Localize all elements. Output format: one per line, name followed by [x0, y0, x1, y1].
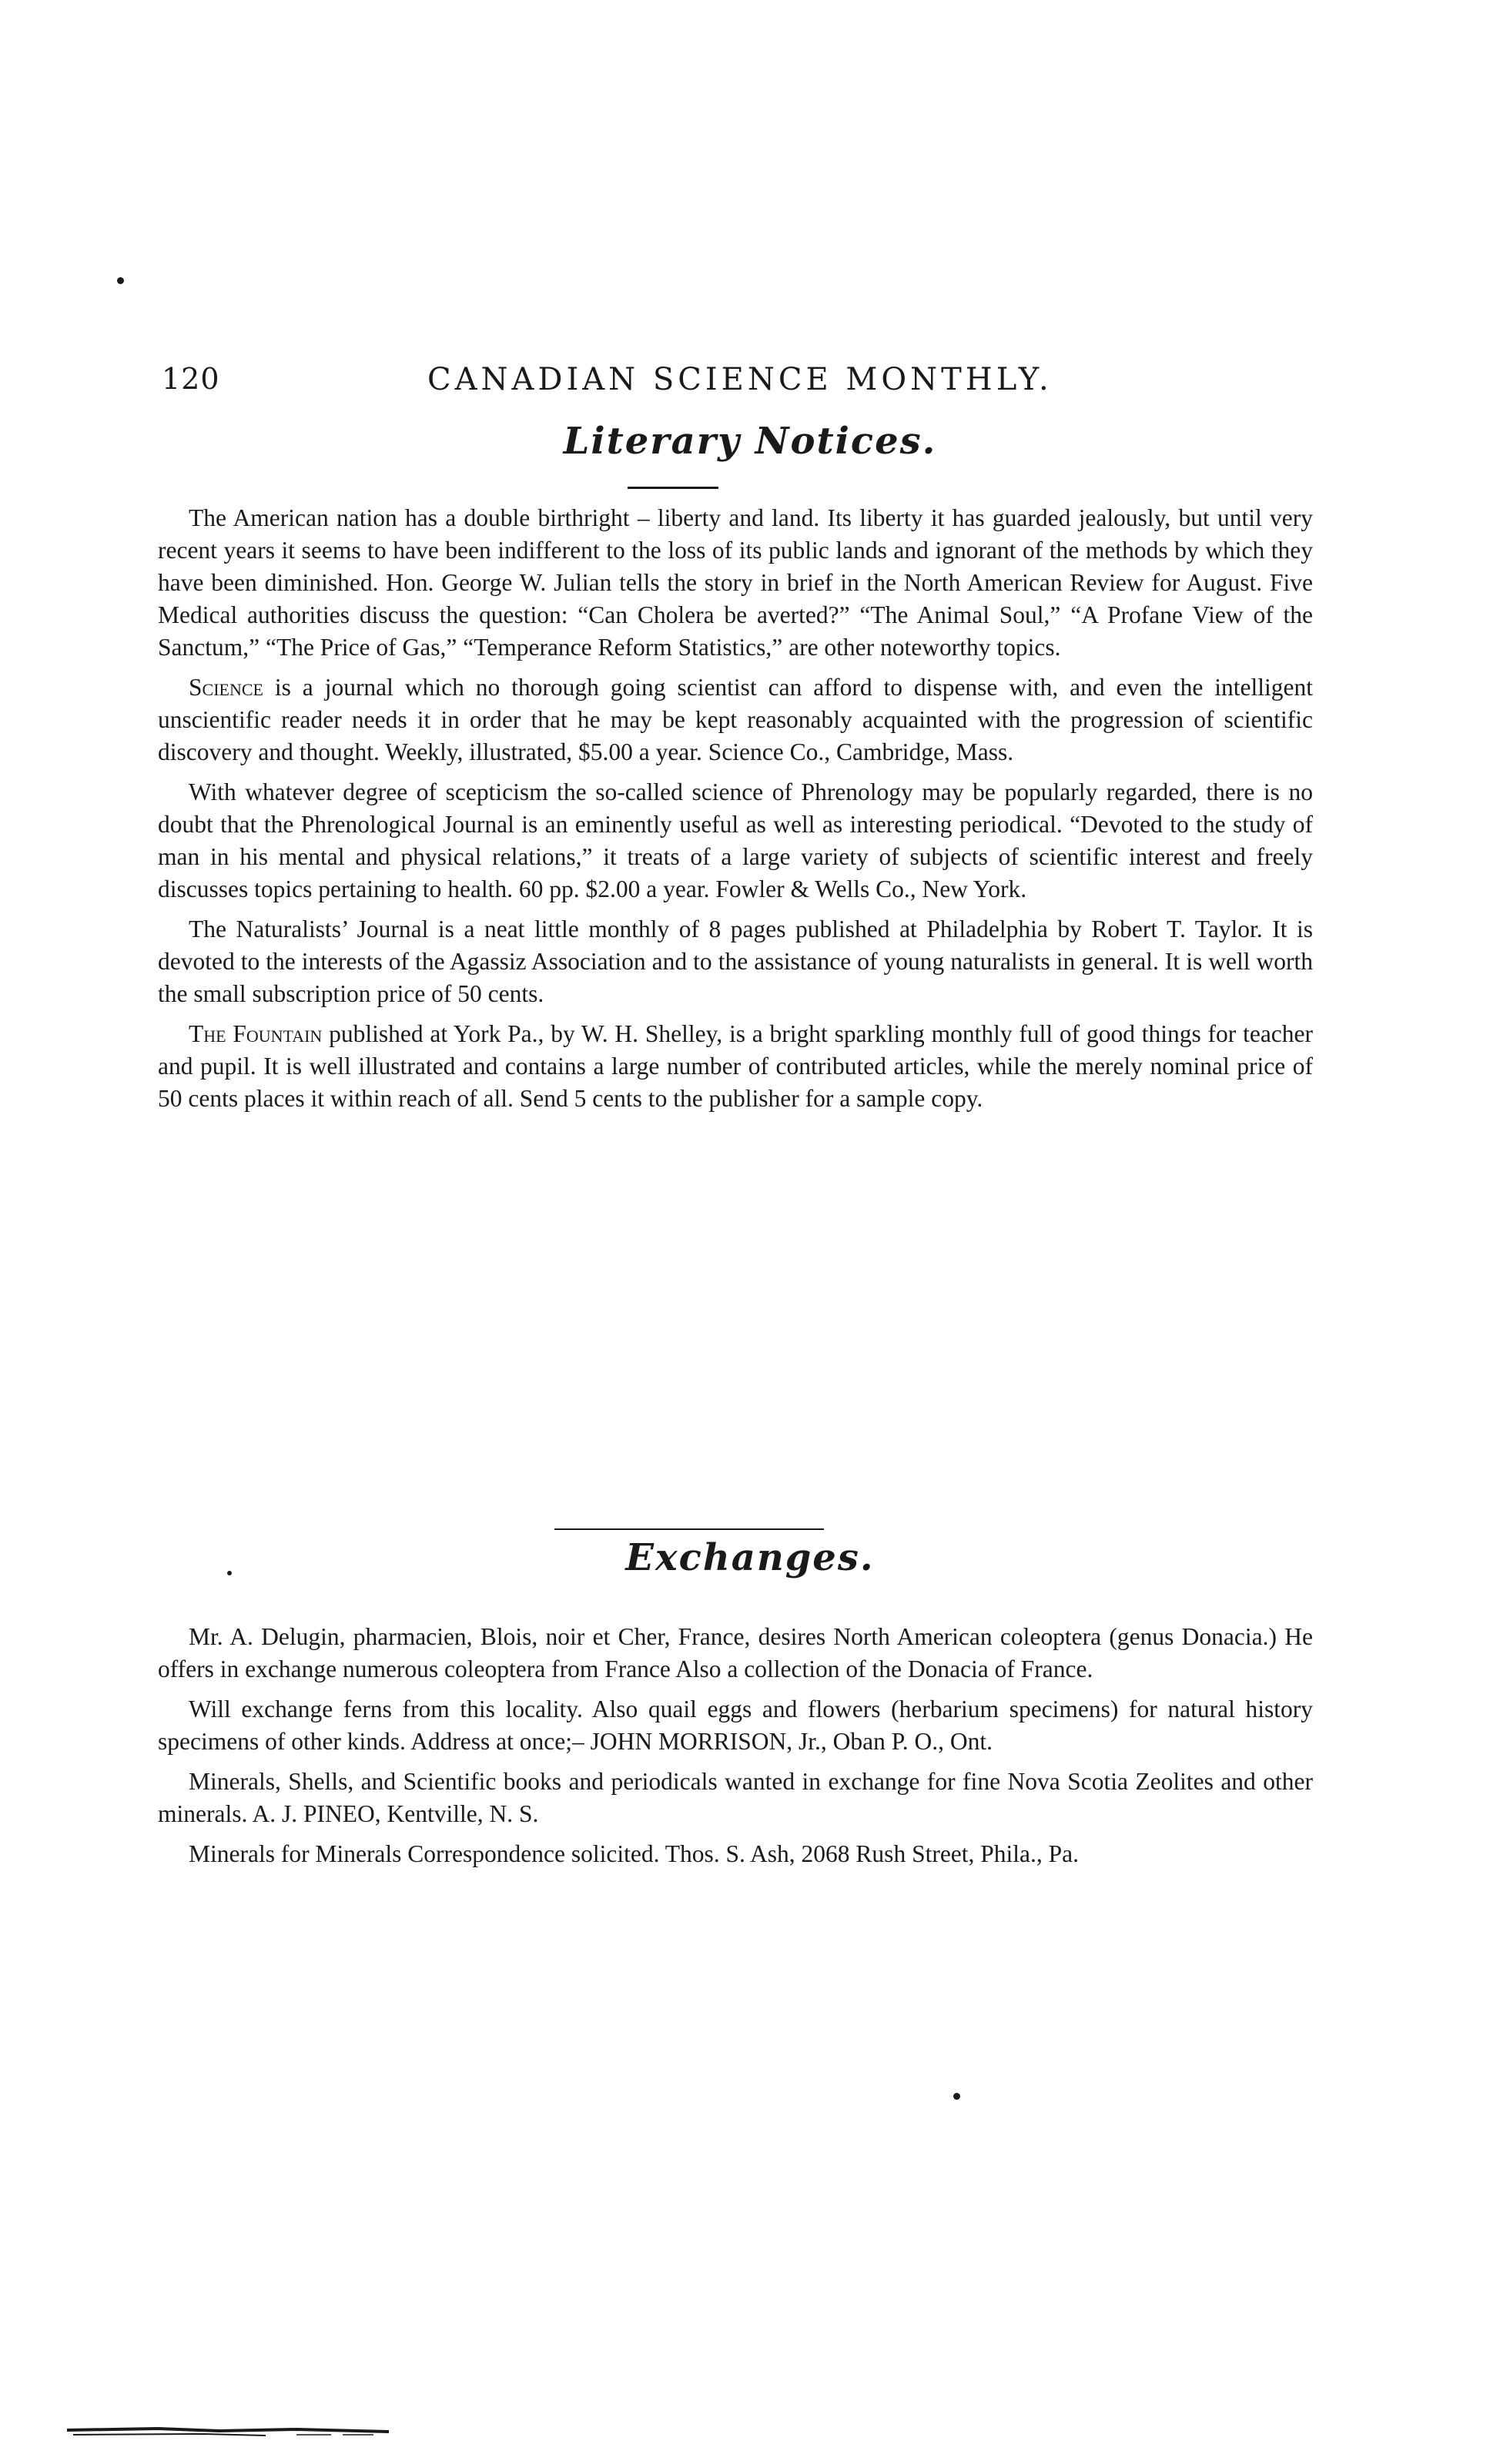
exchange-delugin: Mr. A. Delugin, pharmacien, Blois, noir et Cher, France, desires North American coleoptera (genus Donacia.) He offers in exchange numerous coleoptera from France Also a collection of the Donacia of France.	[158, 1623, 1313, 1682]
exchange-morrison: Will exchange ferns from this locality. Also quail eggs and flowers (herbarium specimens) for natural history specimens of other kinds. Address at once;– JOHN MORRISON, Jr., Oban P. O., Ont.	[158, 1696, 1313, 1755]
exchanges-body	[158, 1621, 1313, 1878]
notice-naturalists-journal: The Naturalists’ Journal is a neat little monthly of 8 pages published at Philadelphia by Robert T. Taylor. It is devoted to the interests of the Agassiz Association and to the assistance of young naturalists in general. It is well worth the small subscription price of 50 cents.	[158, 916, 1313, 1007]
exchange-pineo: Minerals, Shells, and Scientific books and periodicals wanted in exchange for fine Nova Scotia Zeolites and other minerals. A. J. PINEO, Kentville, N. S.	[158, 1768, 1313, 1827]
notice-north-american-review: The American nation has a double birthright – liberty and land. Its liberty it has guarded jealously, but until very recent years it seems to have been indifferent to the loss of its public lands and ignorant of the methods by which they have been diminished. Hon. George W. Julian tells the story in brief in the North American Review for August. Five Medical authorities discuss the question: “Can Cholera be averted?” “The Animal Soul,” “A Profane View of the Sanctum,” “The Price of Gas,” “Temperance Reform Statistics,” are other noteworthy topics.	[158, 504, 1313, 661]
stray-mark	[953, 2093, 960, 2100]
page-header	[162, 362, 1348, 408]
page-number: 120	[162, 362, 220, 396]
exchanges-heading: Exchanges.	[625, 1536, 875, 1579]
stray-mark	[227, 1571, 232, 1575]
scan-artifact	[65, 2424, 420, 2438]
literary-notices-heading: Literary Notices.	[563, 420, 937, 463]
notice-the-fountain: The Fountain published at York Pa., by W. H. Shelley, is a bright sparkling monthly full of good things for teacher and pupil. It is well illustrated and contains a large number of contributed articles, while the merely nominal price of 50 cents places it within reach of all. Send 5 cents to the publisher for a sample copy.	[158, 1020, 1313, 1112]
notice-phrenological-journal: With whatever degree of scepticism the so-called science of Phrenology may be popularly regarded, there is no doubt that the Phrenological Journal is an eminently useful as well as interesting periodical. “Devoted to the study of man in his mental and physical relations,” it treats of a large variety of subjects of scientific interest and freely discusses topics pertaining to health. 60 pp. $2.00 a year. Fowler & Wells Co., New York.	[158, 778, 1313, 902]
running-title: CANADIAN SCIENCE MONTHLY.	[427, 362, 1053, 397]
section-divider	[554, 1528, 824, 1530]
literary-notices-body	[158, 502, 1313, 1123]
exchange-ash: Minerals for Minerals Correspondence solicited. Thos. S. Ash, 2068 Rush Street, Phila., Pa.	[189, 1840, 1080, 1867]
heading-rule	[628, 487, 718, 489]
notice-science: Science is a journal which no thorough going scientist can afford to dispense with, and even the intelligent unscientific reader needs it in order that he may be kept reasonably acquainted with the progression of scientific discovery and thought. Weekly, illustrated, $5.00 a year. Science Co., Cambridge, Mass.	[158, 674, 1313, 765]
stray-mark	[117, 277, 124, 284]
